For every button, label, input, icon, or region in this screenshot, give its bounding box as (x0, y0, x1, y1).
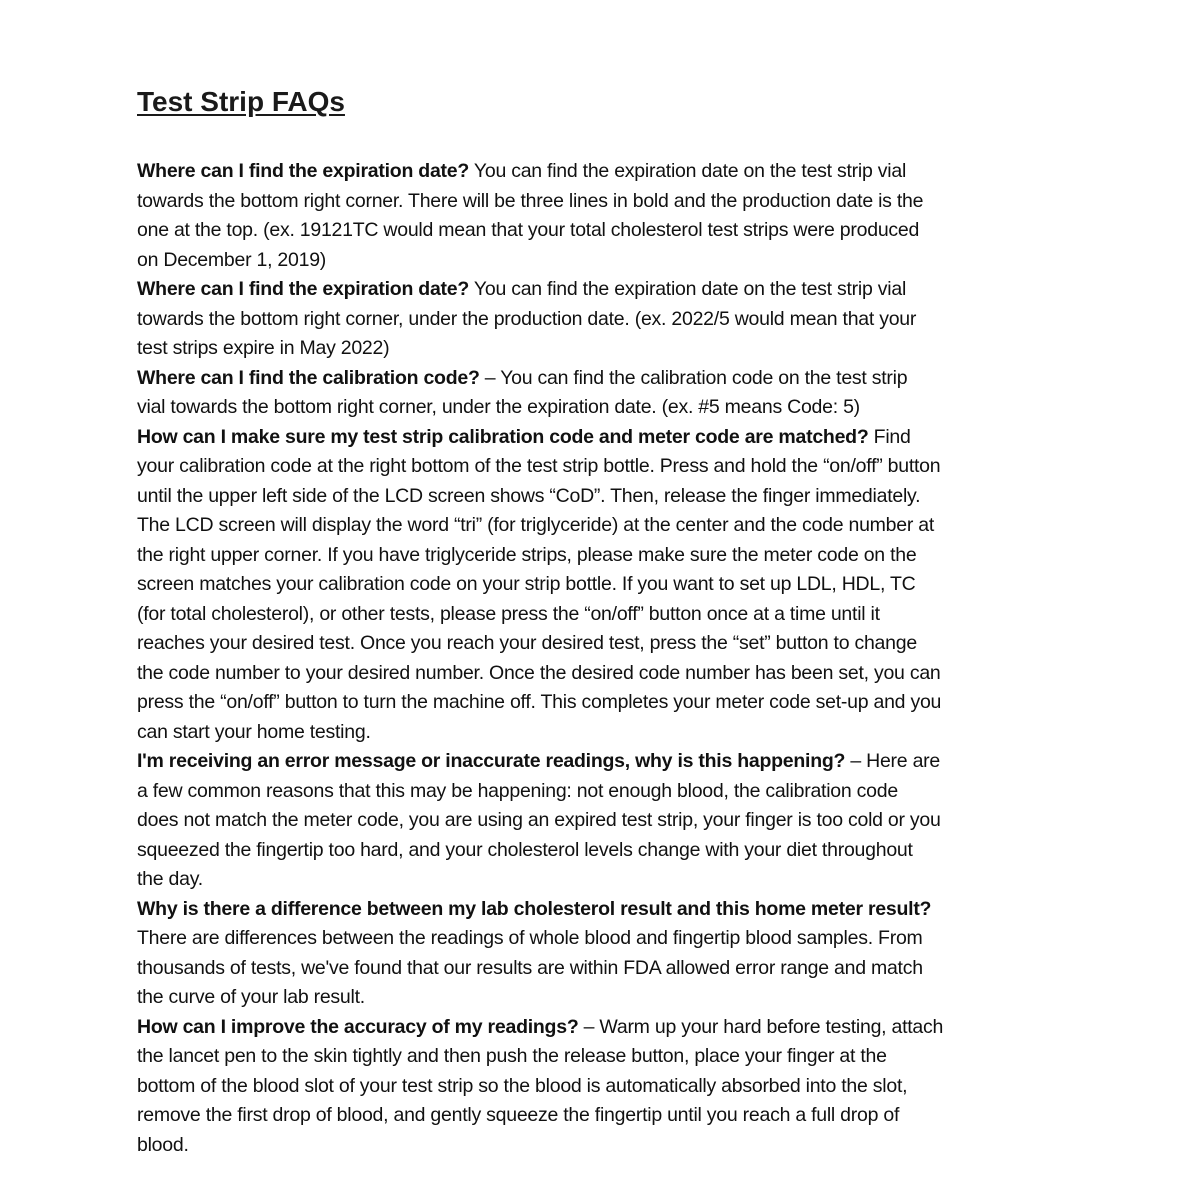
faq-line (137, 570, 1097, 600)
faq-line (137, 423, 1097, 453)
faq-line (137, 541, 1097, 571)
faq-answer-text: towards the bottom right corner, under the production date. (ex. 2022/5 would mean that your (137, 307, 917, 330)
faq-answer-text: one at the top. (ex. 19121TC would mean that your total cholesterol test strips were produced (137, 219, 920, 241)
faq-answer-text: reaches your desired test. Once you reach your desired test, press the “set” button to change (137, 632, 917, 654)
faq-line (137, 275, 1097, 305)
faq-question: I'm receiving an error message or inaccurate readings, why is this happening? (137, 750, 846, 772)
faq-answer-text: Find (868, 425, 911, 448)
faq-line (137, 334, 1097, 364)
faq-answer-text: does not match the meter code, you are using an expired test strip, your finger is too cold or you (137, 809, 941, 831)
faq-line (137, 187, 1097, 217)
faq-answer-text: press the “on/off” button to turn the machine off. This completes your meter code set-up and you (137, 691, 942, 713)
faq-line (137, 747, 1097, 777)
faq-item (137, 157, 1097, 275)
faq-answer-text: remove the first drop of blood, and gently squeeze the fingertip until you reach a full drop of (137, 1104, 900, 1126)
faq-line (137, 1013, 1097, 1043)
faq-line (137, 157, 1097, 187)
faq-line (137, 777, 1097, 807)
faq-line (137, 1101, 1097, 1131)
faq-item (137, 275, 1097, 364)
faq-line (137, 836, 1097, 866)
faq-answer-text: until the upper left side of the LCD screen shows “CoD”. Then, release the finger immediately. (137, 484, 921, 507)
faq-answer-text: your calibration code at the right bottom of the test strip bottle. Press and hold the “on/off” button (137, 455, 941, 477)
faq-line (137, 865, 1097, 895)
faq-answer-text: the code number to your desired number. Once the desired code number has been set, you can (137, 661, 941, 684)
faq-answer-text: test strips expire in May 2022) (137, 337, 390, 359)
faq-answer-text: the day. (137, 868, 203, 890)
faq-question: Where can I find the calibration code? (137, 366, 480, 389)
faq-line (137, 954, 1097, 984)
page-title: Test Strip FAQs (137, 86, 345, 117)
faq-answer-text: bottom of the blood slot of your test strip so the blood is automatically absorbed into the slot, (137, 1074, 908, 1097)
faq-line (137, 305, 1097, 335)
faq-line (137, 895, 1097, 925)
faq-line (137, 924, 1097, 954)
faq-line (137, 393, 1097, 423)
faq-line (137, 1072, 1097, 1102)
faq-item (137, 895, 1097, 1013)
faq-line (137, 511, 1097, 541)
faq-answer-text: – You can find the calibration code on the test strip (479, 366, 908, 389)
faq-answer-text: squeezed the fingertip too hard, and your cholesterol levels change with your diet throughout (137, 838, 913, 861)
faq-line (137, 216, 1097, 246)
faq-answer-text: (for total cholesterol), or other tests, please press the “on/off” button once at a time until it (137, 602, 880, 625)
faq-item (137, 423, 1097, 748)
faq-answer-text: a few common reasons that this may be happening: not enough blood, the calibration code (137, 779, 898, 802)
faq-question: Where can I find the expiration date? (137, 278, 470, 300)
faq-answer-text: thousands of tests, we've found that our results are within FDA allowed error range and match (137, 956, 923, 979)
faq-line (137, 718, 1097, 748)
faq-line (137, 246, 1097, 276)
faq-line (137, 1042, 1097, 1072)
faq-question: How can I make sure my test strip calibration code and meter code are matched? (137, 425, 869, 448)
faq-answer-text: There are differences between the readings of whole blood and fingertip blood samples. From (137, 927, 923, 949)
faq-line (137, 688, 1097, 718)
faq-line (137, 600, 1097, 630)
faq-question: How can I improve the accuracy of my readings? (137, 1015, 579, 1038)
faq-answer-text: screen matches your calibration code on your strip bottle. If you want to set up LDL, HDL, TC (137, 573, 916, 595)
faq-item (137, 364, 1097, 423)
faq-answer-text: You can find the expiration date on the test strip vial (469, 160, 907, 182)
faq-question: Why is there a difference between my lab cholesterol result and this home meter result? (137, 897, 932, 920)
faq-answer-text: – Warm up your hard before testing, attach (578, 1015, 944, 1038)
faq-answer-text: – Here are (845, 750, 941, 772)
faq-answer-text: blood. (137, 1133, 189, 1156)
faq-answer-text: the curve of your lab result. (137, 986, 365, 1008)
faq-line (137, 364, 1097, 394)
faq-line (137, 806, 1097, 836)
faq-line (137, 482, 1097, 512)
faq-line (137, 983, 1097, 1013)
faq-answer-text: vial towards the bottom right corner, under the expiration date. (ex. #5 means Code: 5) (137, 396, 860, 418)
faq-answer-text: can start your home testing. (137, 720, 371, 743)
faq-item (137, 1013, 1097, 1161)
faq-item (137, 747, 1097, 895)
faq-answer-text: the lancet pen to the skin tightly and then push the release button, place your finger at the (137, 1045, 887, 1067)
faq-question: Where can I find the expiration date? (137, 160, 470, 182)
faq-answer-text: The LCD screen will display the word “tri” (for triglyceride) at the center and the code number at (137, 514, 935, 536)
faq-answer-text: the right upper corner. If you have triglyceride strips, please make sure the meter code on the (137, 543, 917, 566)
faq-answer-text: You can find the expiration date on the test strip vial (469, 278, 907, 300)
faq-list (137, 157, 1097, 1160)
faq-line (137, 659, 1097, 689)
faq-answer-text: on December 1, 2019) (137, 248, 327, 271)
faq-line (137, 1131, 1097, 1161)
faq-line (137, 629, 1097, 659)
faq-line (137, 452, 1097, 482)
faq-answer-text: towards the bottom right corner. There will be three lines in bold and the production date is the (137, 189, 924, 212)
